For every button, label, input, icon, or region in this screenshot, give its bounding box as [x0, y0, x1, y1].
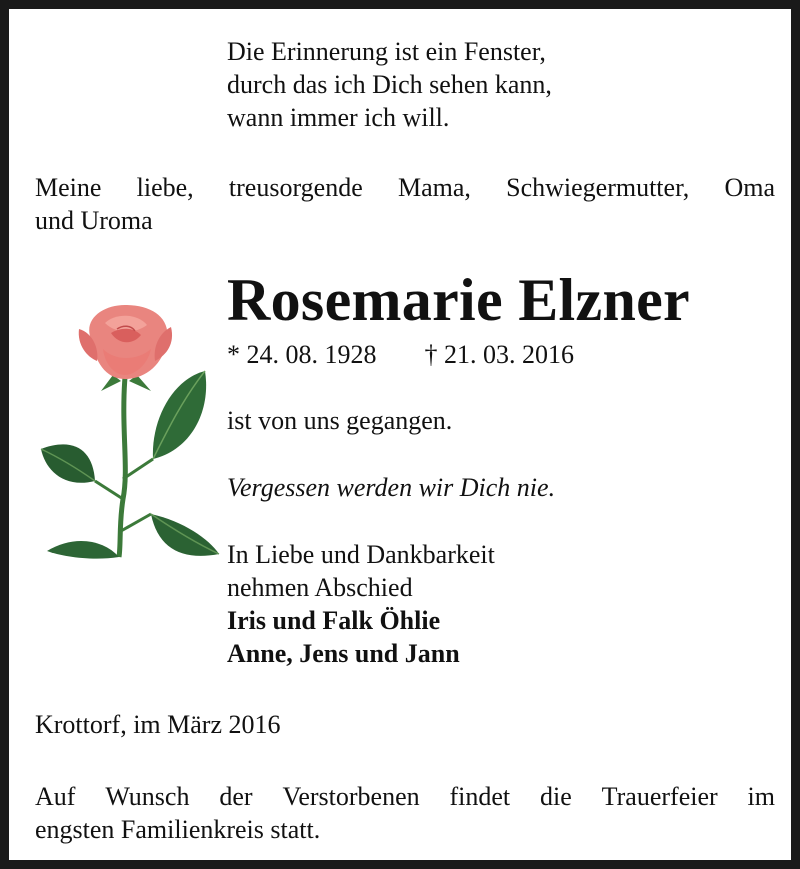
place-date: Krottorf, im März 2016 [35, 710, 281, 739]
funeral-note [35, 781, 775, 846]
intro-text [35, 172, 775, 237]
note-word: der [219, 782, 253, 811]
intro-line-1 [35, 172, 775, 205]
note-word: Auf [35, 782, 76, 811]
note-word: die [540, 782, 572, 811]
quote-line: durch das ich Dich sehen kann, [227, 70, 552, 99]
death-date: † 21. 03. 2016 [424, 340, 574, 369]
intro-word: Schwiegermutter, [506, 173, 690, 202]
intro-word: Meine [35, 173, 102, 202]
passed-text: ist von uns gegangen. [227, 406, 453, 435]
intro-word: Oma [724, 173, 775, 202]
farewell-line: nehmen Abschied [227, 573, 413, 602]
note-line-2: engsten Familienkreis statt. [35, 815, 321, 844]
family-names: Anne, Jens und Jann [227, 639, 460, 668]
life-dates [227, 339, 574, 371]
intro-word: Mama, [397, 173, 471, 202]
note-word: findet [449, 782, 511, 811]
note-line-1 [35, 781, 775, 814]
note-word: im [747, 782, 775, 811]
memorial-quote [227, 36, 552, 135]
intro-word: liebe, [136, 173, 194, 202]
birth-date: * 24. 08. 1928 [227, 340, 377, 369]
deceased-name: Rosemarie Elzner [227, 267, 690, 333]
quote-line: wann immer ich will. [227, 103, 450, 132]
remembrance-text: Vergessen werden wir Dich nie. [227, 473, 556, 502]
intro-word: treusorgende [228, 173, 363, 202]
intro-line-2: und Uroma [35, 206, 153, 235]
quote-line: Die Erinnerung ist ein Fenster, [227, 37, 546, 66]
note-word: Wunsch [105, 782, 190, 811]
note-word: Trauerfeier [601, 782, 718, 811]
farewell-block [227, 539, 495, 671]
family-names: Iris und Falk Öhlie [227, 606, 441, 635]
farewell-line: In Liebe und Dankbarkeit [227, 540, 495, 569]
rose-icon [33, 299, 223, 561]
note-word: Verstorbenen [282, 782, 420, 811]
